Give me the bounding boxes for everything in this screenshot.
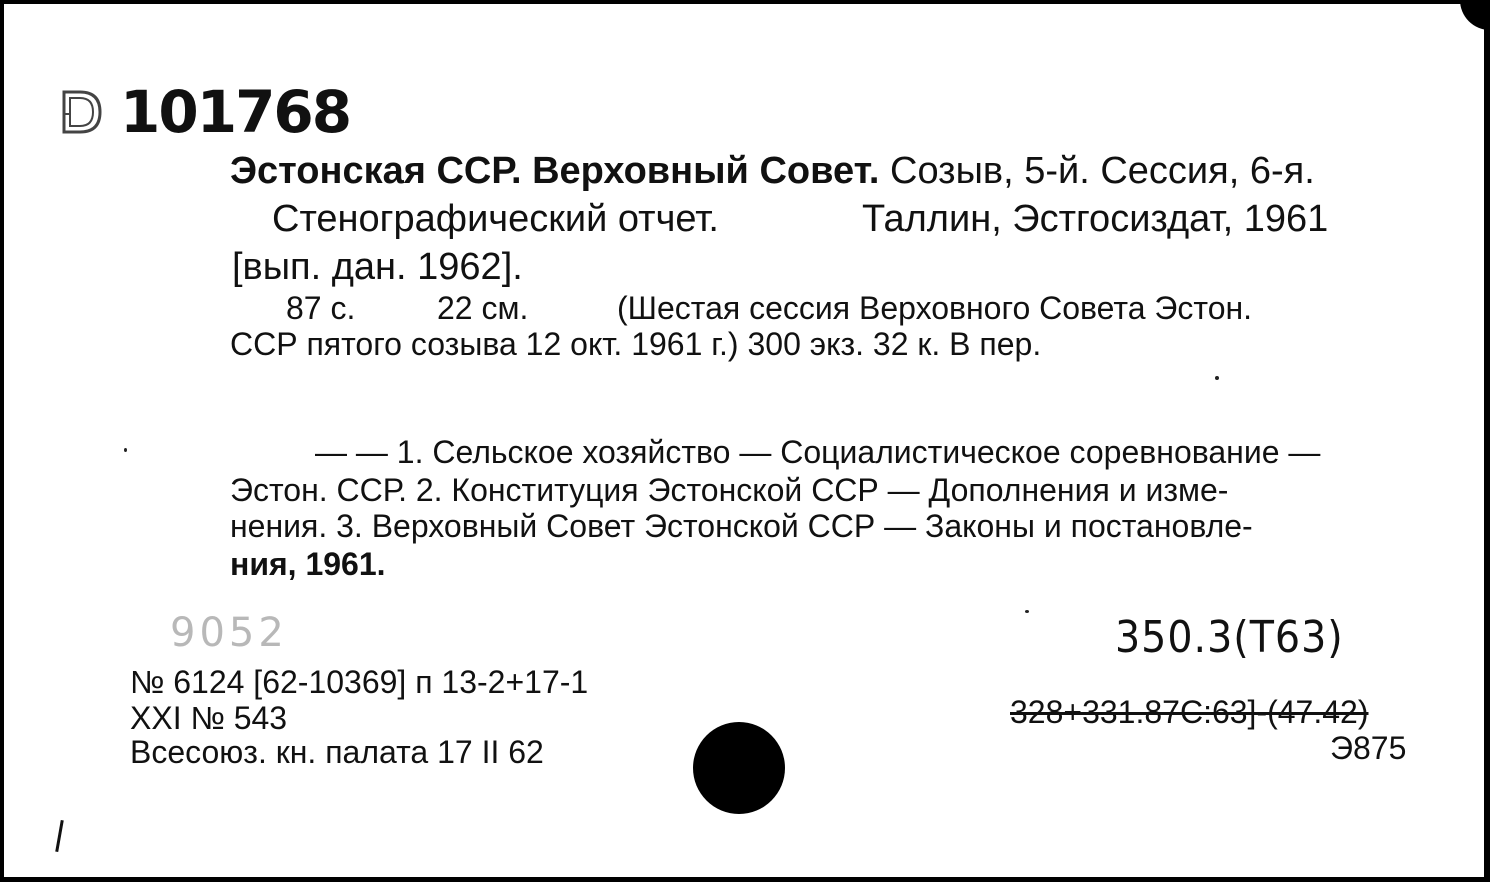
registration-line: № 6124 [62-10369] п 13-2+17-1	[130, 664, 589, 700]
speck	[124, 448, 127, 452]
release-date: [вып. дан. 1962].	[232, 246, 523, 288]
subject-line-2: Эстон. ССР. 2. Конституция Эстонской ССР — Дополнения и изме-	[230, 472, 1229, 508]
entry-subheading: Стенографический отчет.	[272, 198, 719, 240]
catalog-id: 101768	[120, 78, 351, 146]
series-note: (Шестая сессия Верховного Совета Эстон.	[617, 290, 1253, 326]
card-edge-right	[1484, 0, 1490, 882]
struck-index: 328+331.87С:63]-(47.42)	[1010, 694, 1369, 730]
card-edge-top	[0, 0, 1490, 4]
heading-rest: Созыв, 5-й. Сессия, 6-я.	[879, 150, 1315, 192]
punch-hole	[693, 722, 785, 814]
speck	[1025, 610, 1029, 613]
page-count: 87 с.	[286, 290, 356, 326]
card-corner	[1460, 0, 1490, 30]
card-edge-left	[0, 0, 4, 882]
d-stamp-icon	[60, 86, 104, 138]
heading-bold: Эстонская ССР. Верховный Совет.	[230, 150, 880, 192]
faint-stamp: 9052	[170, 610, 288, 656]
series-number: XXI № 543	[130, 700, 288, 736]
subject-line-1: — — 1. Сельское хозяйство — Социалистическое соревнование —	[315, 434, 1321, 470]
book-size: 22 см.	[437, 290, 529, 326]
subject-line-3: нения. 3. Верховный Совет Эстонской ССР — Законы и постановле-	[230, 508, 1253, 544]
card-edge-bottom	[0, 877, 1490, 882]
speck	[1215, 376, 1219, 380]
series-note-cont: ССР пятого созыва 12 окт. 1961 г.) 300 экз. 32 к. В пер.	[230, 326, 1042, 362]
publication-info: Таллин, Эстгосиздат, 1961	[862, 198, 1329, 240]
author-code: Э875	[1330, 730, 1407, 766]
pencil-mark	[55, 820, 64, 852]
book-chamber-line: Всесоюз. кн. палата 17 II 62	[130, 734, 544, 770]
entry-heading	[230, 150, 1315, 193]
classification-mark: 350.3(Т63)	[1115, 612, 1344, 663]
subject-line-4: ния, 1961.	[230, 546, 386, 582]
